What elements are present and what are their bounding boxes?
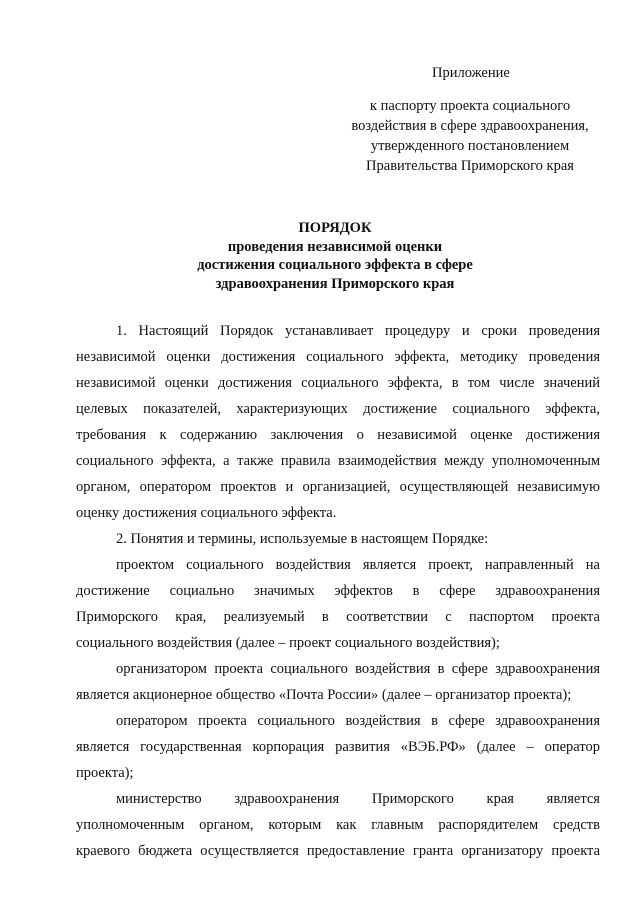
- word: министерство: [116, 791, 202, 807]
- paragraph-line: проектом социального воздействия является проект, направленный на: [116, 557, 600, 573]
- paragraph-line: требования к содержанию заключения о независимой оценке достижения: [76, 427, 600, 443]
- appendix-title: Приложение: [432, 65, 510, 81]
- title-subtitle-line: здравоохранения Приморского края: [215, 275, 455, 292]
- paragraph-line: органом, оператором проектов и организацией, осуществляющей независимую: [76, 479, 600, 495]
- paragraph-line: оценку достижения социального эффекта.: [76, 505, 337, 521]
- paragraph-line: социального воздействия (далее – проект социального воздействия);: [76, 635, 500, 651]
- appendix-line: к паспорту проекта социального: [369, 98, 571, 114]
- paragraph-line: независимой оценки достижения социального эффекта, в том числе значений: [76, 375, 600, 391]
- paragraph-line: 1. Настоящий Порядок устанавливает процедуру и сроки проведения: [116, 323, 600, 339]
- appendix-line: Правительства Приморского края: [366, 158, 574, 174]
- paragraph-line: является государственная корпорация развития «ВЭБ.РФ» (далее – оператор: [76, 739, 600, 755]
- appendix-line: утвержденного постановлением: [370, 138, 570, 154]
- paragraph-line: социального эффекта, а также правила взаимодействия между уполномоченным: [76, 453, 600, 469]
- paragraph-line: достижение социально значимых эффектов в сфере здравоохранения: [76, 583, 600, 599]
- appendix-line: воздействия в сфере здравоохранения,: [351, 118, 589, 134]
- paragraph-line: Приморского края, реализуемый в соответствии с паспортом проекта: [76, 609, 600, 625]
- title-heading: ПОРЯДОК: [298, 220, 372, 236]
- word: края: [486, 791, 514, 807]
- paragraph-line: краевого бюджета осуществляется предоставление гранта организатору проекта: [76, 843, 600, 859]
- paragraph-line: 2. Понятия и термины, используемые в настоящем Порядке:: [116, 531, 489, 547]
- word: Приморского: [371, 791, 454, 807]
- paragraph-line: является акционерное общество «Почта России» (далее – организатор проекта);: [76, 687, 572, 703]
- appendix-caption: [330, 96, 610, 176]
- paragraph-line: организатором проекта социального воздействия в сфере здравоохранения: [116, 661, 600, 677]
- paragraph-line: проекта);: [76, 765, 134, 781]
- word: является: [546, 791, 600, 807]
- paragraph-line: независимой оценки достижения социального эффекта, методику проведения: [76, 349, 600, 365]
- word: здравоохранения: [234, 791, 340, 807]
- paragraph-line: целевых показателей, характеризующих достижение социального эффекта,: [76, 401, 600, 417]
- document-title: [0, 219, 640, 293]
- paragraph-line: [76, 786, 600, 812]
- paragraph-line: уполномоченным органом, которым как главным распорядителем средств: [76, 817, 600, 833]
- document-body: [76, 318, 600, 864]
- paragraph-line: оператором проекта социального воздействия в сфере здравоохранения: [116, 713, 600, 729]
- title-subtitle-line: достижения социального эффекта в сфере: [197, 257, 473, 273]
- title-subtitle-line: проведения независимой оценки: [227, 238, 443, 255]
